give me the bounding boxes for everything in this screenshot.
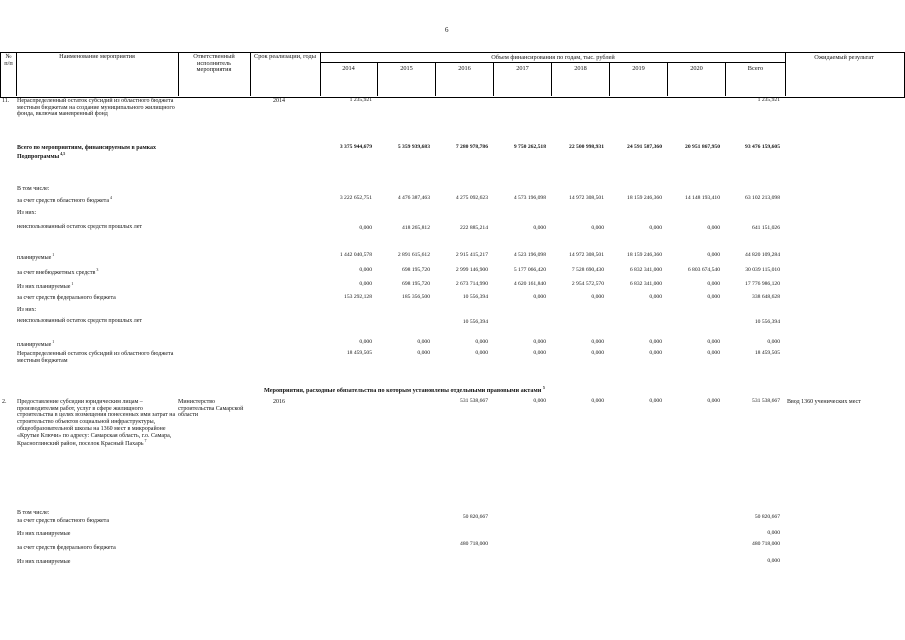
value-cell: 0,000 xyxy=(649,339,662,345)
row-name-text: за счет внебюджетных средств xyxy=(17,270,96,276)
row-name-text: за счет средств областного бюджета xyxy=(17,518,110,524)
value-cell: 0,000 xyxy=(707,281,720,287)
value-cell: 2 999 146,900 xyxy=(455,267,488,273)
row-responsible: Министерство строительства Самарской области xyxy=(178,399,244,419)
value-cell: 24 591 587,360 xyxy=(627,144,662,150)
section-title: Мероприятия, расходные обязательства по которым установлены отдельными правовыми актами $^5$ xyxy=(264,385,545,395)
row-name xyxy=(17,186,177,193)
value-cell: 4 523 196,098 xyxy=(513,252,546,258)
value-cell: 4 573 196,098 xyxy=(513,195,546,201)
footnote-mark: 4 xyxy=(109,195,113,200)
value-cell: 18 459,505 xyxy=(346,350,372,356)
value-cell: 0,000 xyxy=(475,339,488,345)
row-name xyxy=(17,559,177,566)
value-cell: 2 915 415,217 xyxy=(455,252,488,258)
value-cell: 0,000 xyxy=(591,339,604,345)
value-cell: 10 556,394 xyxy=(462,319,488,325)
value-cell: 2 891 615,612 xyxy=(397,252,430,258)
value-cell: 18 159 246,360 xyxy=(627,252,662,258)
value-cell: 10 556,394 xyxy=(754,319,780,325)
row-name xyxy=(17,253,177,262)
year-header: 2014 xyxy=(342,65,355,72)
row-name xyxy=(17,98,177,118)
row-name-text: планируемые xyxy=(17,255,52,261)
value-cell: 4 620 161,840 xyxy=(513,281,546,287)
value-cell: 222 885,214 xyxy=(460,225,488,231)
footnote-mark: 4,5 xyxy=(59,150,66,156)
row-name xyxy=(17,145,177,160)
value-cell: 1 235,921 xyxy=(349,97,372,103)
value-cell: 3 222 652,751 xyxy=(339,195,372,201)
header-result: Ожидаемый результат xyxy=(814,54,874,61)
value-cell: 14 972 308,501 xyxy=(569,252,604,258)
value-cell: 531 538,667 xyxy=(460,398,488,404)
header-term: Срок реализации, годы xyxy=(254,53,316,60)
value-cell: 0,000 xyxy=(649,398,662,404)
value-cell: 480 718,000 xyxy=(752,541,780,547)
value-cell: 0,000 xyxy=(591,225,604,231)
footnote-mark: 1 xyxy=(70,281,74,286)
value-cell: 30 039 115,010 xyxy=(745,267,780,273)
year-header: Всего xyxy=(747,65,764,72)
value-cell: 18 159 246,360 xyxy=(627,195,662,201)
footnote-mark: 1 xyxy=(51,252,55,257)
row-term: 2014 xyxy=(273,98,285,104)
value-cell: 9 750 262,518 xyxy=(513,144,546,150)
value-cell: 3 375 944,679 xyxy=(339,144,372,150)
value-cell: 10 556,394 xyxy=(462,294,488,300)
row-name xyxy=(17,282,177,291)
row-name-text: Из них: xyxy=(17,210,37,216)
header-num: № п/п xyxy=(4,53,13,67)
value-cell: 0,000 xyxy=(591,398,604,404)
row-name xyxy=(17,545,177,552)
year-header: 2015 xyxy=(400,65,413,72)
row-name xyxy=(17,268,177,277)
row-name xyxy=(17,196,177,205)
value-cell: 0,000 xyxy=(649,294,662,300)
value-cell: 0,000 xyxy=(649,225,662,231)
value-cell: 2 673 714,990 xyxy=(455,281,488,287)
row-name-text: Из них планируемые xyxy=(17,531,71,537)
value-cell: 4 476 387,463 xyxy=(397,195,430,201)
year-header: 2016 xyxy=(458,65,471,72)
value-cell: 185 356,500 xyxy=(402,294,430,300)
value-cell: 0,000 xyxy=(591,294,604,300)
value-cell: 0,000 xyxy=(767,558,780,564)
row-name xyxy=(17,224,177,231)
value-cell: 0,000 xyxy=(707,252,720,258)
value-cell: 1 442 040,578 xyxy=(339,252,372,258)
value-cell: 698 195,720 xyxy=(402,267,430,273)
value-cell: 14 148 193,410 xyxy=(685,195,720,201)
value-cell: 0,000 xyxy=(359,281,372,287)
value-cell: 0,000 xyxy=(649,350,662,356)
row-term: 2016 xyxy=(273,399,285,405)
year-header: 2019 xyxy=(632,65,645,72)
row-name xyxy=(17,210,177,217)
value-cell: 0,000 xyxy=(767,339,780,345)
value-cell: 698 195,720 xyxy=(402,281,430,287)
row-name-text: за счет средств федерального бюджета xyxy=(17,295,116,301)
value-cell: 6 803 674,540 xyxy=(687,267,720,273)
page-number: 6 xyxy=(445,26,449,34)
footnote-mark: 7 xyxy=(143,438,147,444)
value-cell: 6 832 341,000 xyxy=(629,281,662,287)
year-header: 2017 xyxy=(516,65,529,72)
row-name-text: В том числе: xyxy=(17,186,50,192)
value-cell: 17 776 986,120 xyxy=(745,281,780,287)
row-name xyxy=(17,399,177,448)
row-name-text: Предоставление субсидии юридическим лицам – производителям работ, услуг в сфере жилищного строительства в целях возмещения понесенных ими затрат на строительство объектов социальной инфраструктуры, общеобразовательной школы на 1360 мест в микрорайоне «Крутые Ключи» по адресу: Самарская область, г.о. Самара, Красноглинский район, поселок Красный Пахарь xyxy=(17,399,176,448)
value-cell: 63 102 213,098 xyxy=(745,195,780,201)
value-cell: 44 820 109,284 xyxy=(745,252,780,258)
value-cell: 0,000 xyxy=(475,350,488,356)
value-cell: 0,000 xyxy=(533,339,546,345)
row-name xyxy=(17,307,177,314)
row-name-text: Нераспределенный остаток субсидий из областного бюджета местным бюджетам xyxy=(17,351,174,364)
value-cell: 0,000 xyxy=(359,225,372,231)
value-cell: 0,000 xyxy=(359,339,372,345)
value-cell: 0,000 xyxy=(707,339,720,345)
value-cell: 153 292,128 xyxy=(344,294,372,300)
value-cell: 0,000 xyxy=(707,294,720,300)
value-cell: 4 275 092,623 xyxy=(455,195,488,201)
row-name-text: планируемые xyxy=(17,342,52,348)
footnote-mark: 1 xyxy=(51,339,55,344)
value-cell: 480 718,000 xyxy=(460,541,488,547)
header-responsible: Ответственный исполнитель мероприятия xyxy=(193,53,235,74)
value-cell: 0,000 xyxy=(417,350,430,356)
value-cell: 50 820,667 xyxy=(754,514,780,520)
row-name xyxy=(17,518,177,525)
value-cell: 0,000 xyxy=(707,350,720,356)
footnote-mark: 3 xyxy=(95,267,99,272)
value-cell: 93 476 159,605 xyxy=(745,144,780,150)
row-number: 2. xyxy=(2,399,7,405)
value-cell: 0,000 xyxy=(707,398,720,404)
header-financing: Объем финансирования по годам, тыс. рублей xyxy=(491,54,615,61)
row-name-text: Из них: xyxy=(17,307,37,313)
row-name xyxy=(17,351,177,364)
row-name-text: за счет средств областного бюджета xyxy=(17,198,110,204)
row-result: Ввод 1360 ученических мест xyxy=(787,399,861,405)
value-cell: 50 820,667 xyxy=(462,514,488,520)
value-cell: 0,000 xyxy=(533,294,546,300)
value-cell: 418 265,812 xyxy=(402,225,430,231)
row-name xyxy=(17,318,177,325)
value-cell: 0,000 xyxy=(533,350,546,356)
value-cell: 0,000 xyxy=(359,267,372,273)
value-cell: 22 500 998,931 xyxy=(569,144,604,150)
value-cell: 2 954 572,570 xyxy=(571,281,604,287)
row-name-text: В том числе: xyxy=(17,510,50,516)
value-cell: 0,000 xyxy=(767,530,780,536)
row-name xyxy=(17,295,177,302)
value-cell: 641 151,026 xyxy=(752,225,780,231)
row-name-text: неиспользованный остаток средств прошлых лет xyxy=(17,318,143,324)
row-name xyxy=(17,510,177,517)
row-name-text: за счет средств федерального бюджета xyxy=(17,545,116,551)
value-cell: 0,000 xyxy=(533,398,546,404)
row-name xyxy=(17,340,177,349)
value-cell: 18 459,505 xyxy=(754,350,780,356)
row-name-text: неиспользованный остаток средств прошлых лет xyxy=(17,224,143,230)
value-cell: 20 951 867,950 xyxy=(685,144,720,150)
value-cell: 5 359 939,683 xyxy=(397,144,430,150)
row-name-text: Из них планируемые xyxy=(17,559,71,565)
header-name: Наименование мероприятия xyxy=(59,53,135,60)
value-cell: 0,000 xyxy=(533,225,546,231)
value-cell: 6 832 341,000 xyxy=(629,267,662,273)
year-header: 2018 xyxy=(574,65,587,72)
value-cell: 14 972 308,501 xyxy=(569,195,604,201)
row-name-text: Из них планируемые xyxy=(17,284,71,290)
value-cell: 5 177 066,420 xyxy=(513,267,546,273)
year-header: 2020 xyxy=(690,65,703,72)
row-name-text: Всего по мероприятиям, финансируемым в рамках Подпрограммы xyxy=(17,145,157,160)
row-number: 11. xyxy=(2,98,10,104)
row-name xyxy=(17,531,177,538)
row-name-text: Нераспределенный остаток субсидий из областного бюджета местным бюджетам на создание муниципального жилищного фонда, включая маневренный фонд xyxy=(17,98,175,118)
value-cell: 7 280 978,786 xyxy=(455,144,488,150)
value-cell: 0,000 xyxy=(591,350,604,356)
value-cell: 0,000 xyxy=(417,339,430,345)
value-cell: 7 528 690,430 xyxy=(571,267,604,273)
value-cell: 0,000 xyxy=(707,225,720,231)
value-cell: 531 538,667 xyxy=(752,398,780,404)
value-cell: 1 235,921 xyxy=(757,97,780,103)
value-cell: 338 648,628 xyxy=(752,294,780,300)
